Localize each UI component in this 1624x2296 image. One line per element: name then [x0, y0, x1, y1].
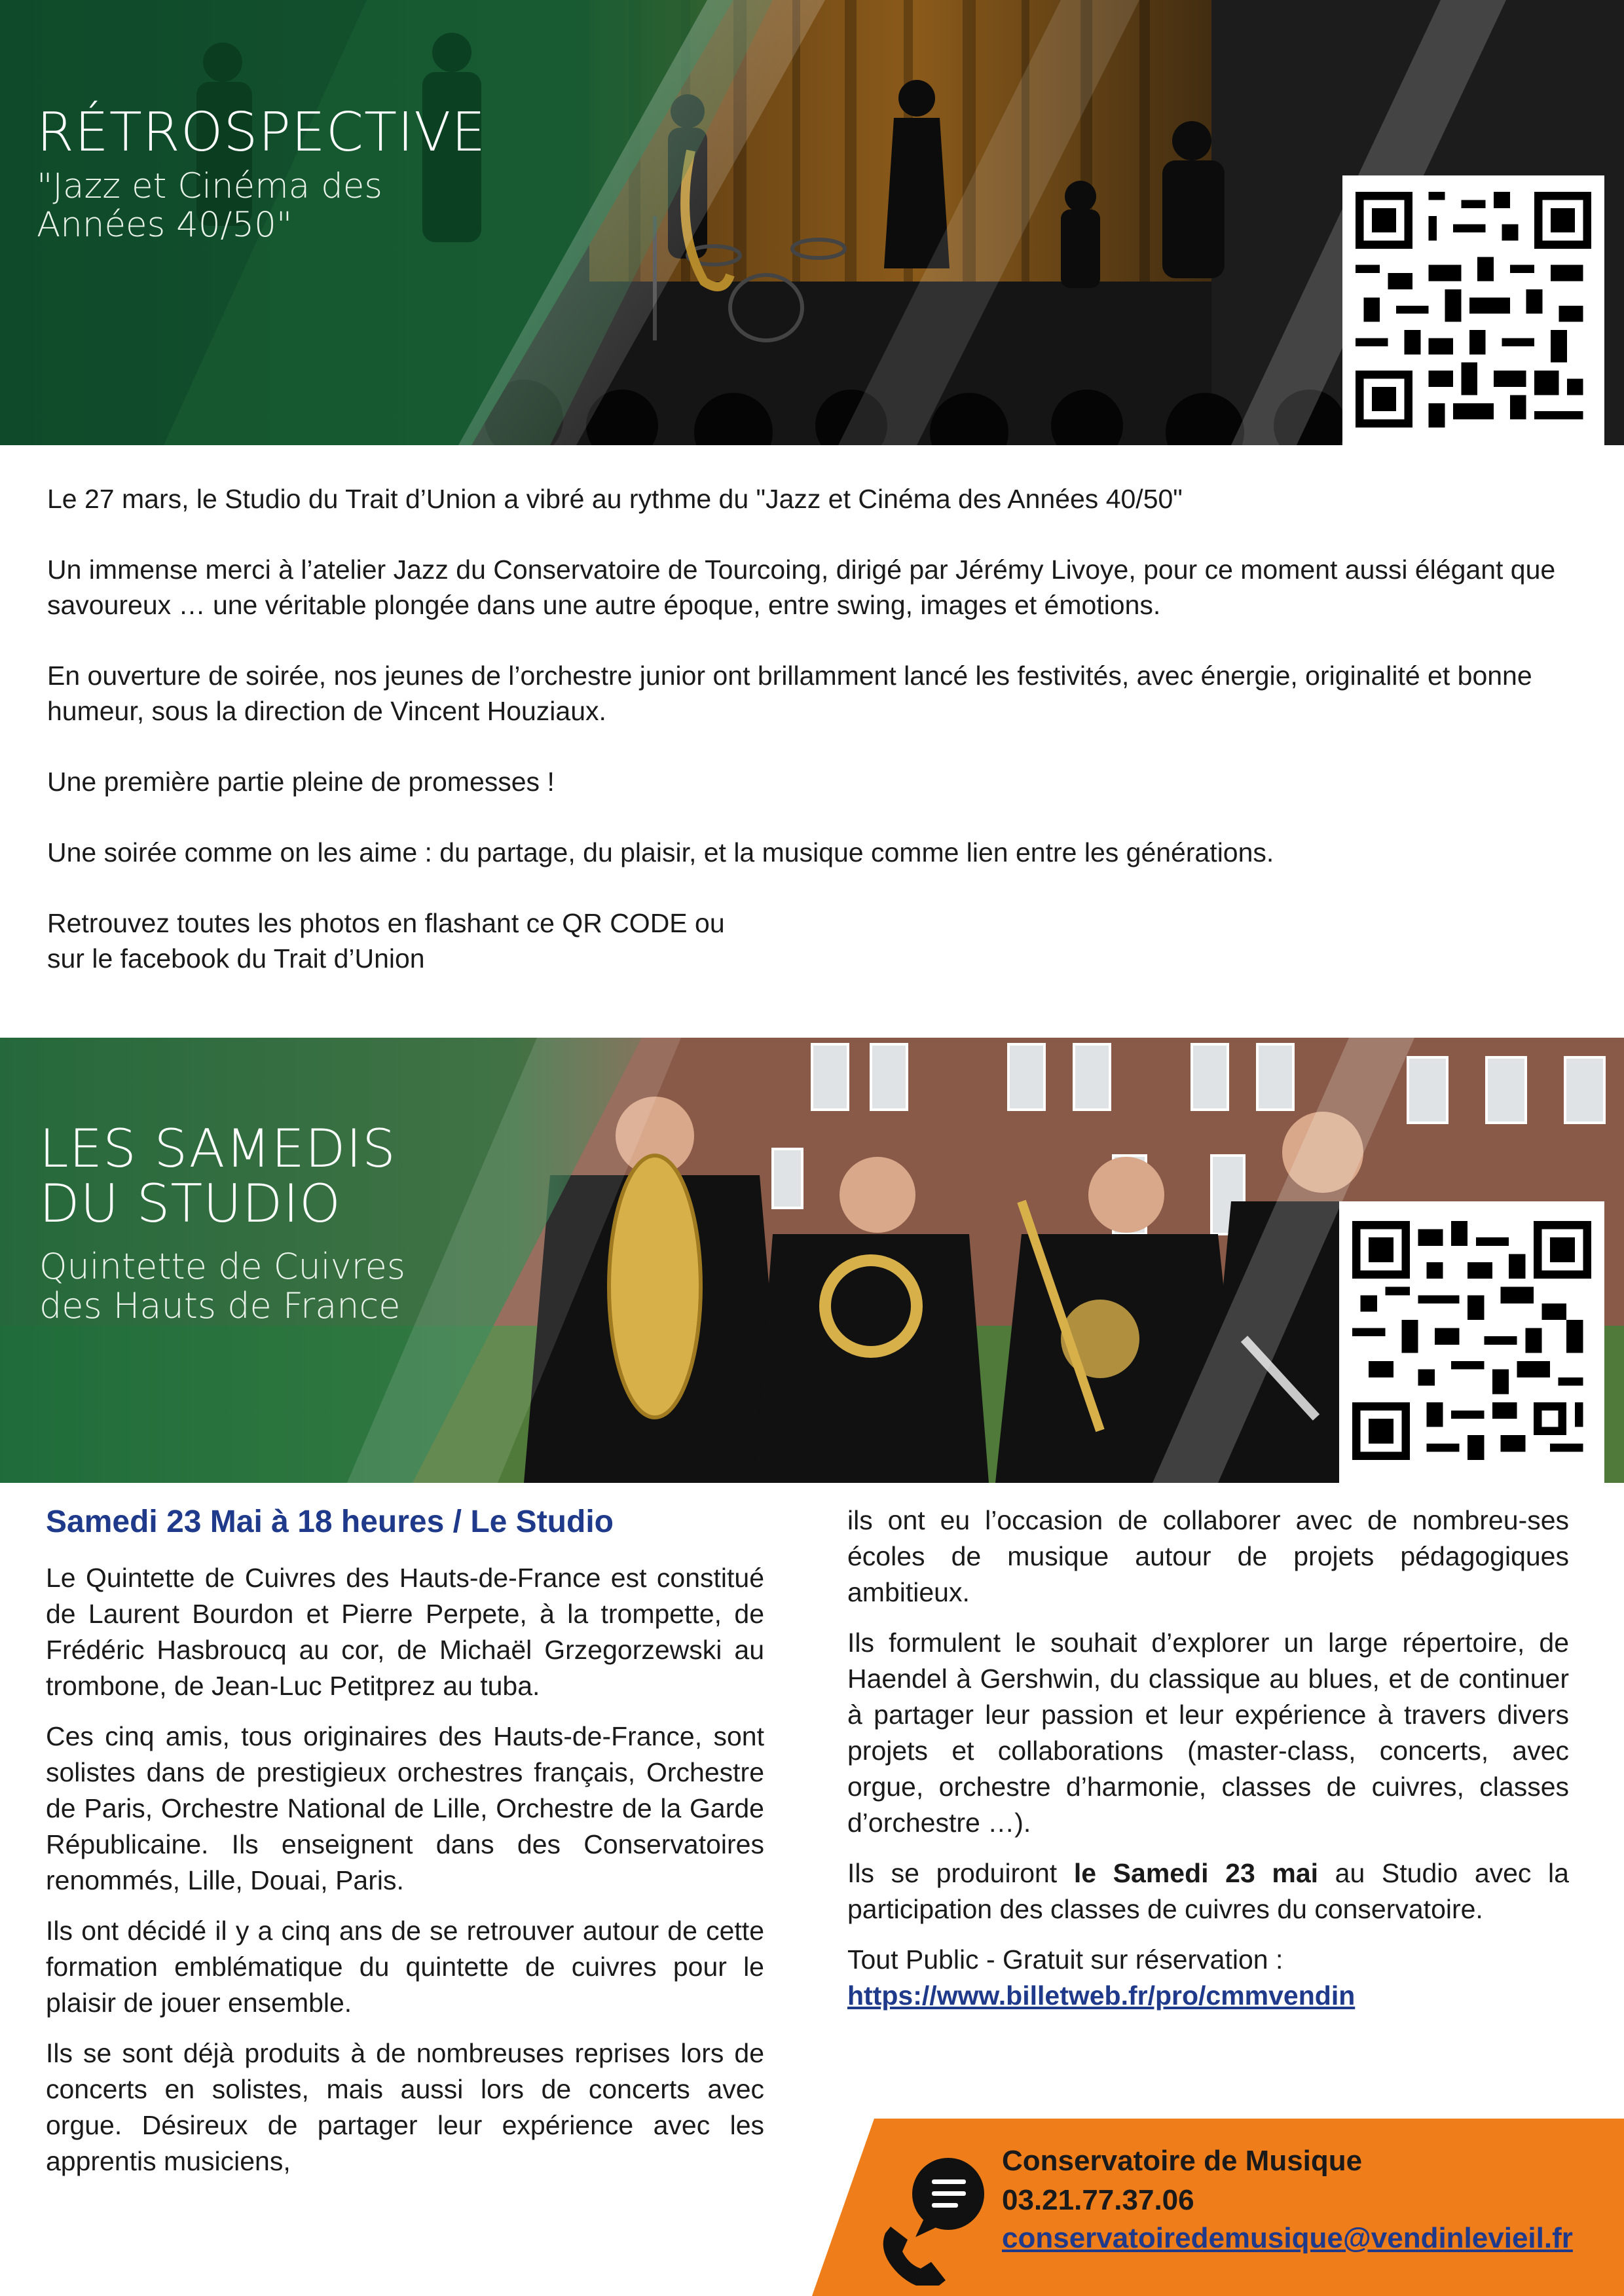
- booking-paragraph: [847, 1942, 1569, 2014]
- event-date-heading: Samedi 23 Mai à 18 heures / Le Studio: [46, 1504, 614, 1539]
- contact-phone[interactable]: 03.21.77.37.06: [1002, 2184, 1194, 2216]
- article-paragraph: Retrouvez toutes les photos en flashant ce QR CODE ou sur le facebook du Trait d’Union: [47, 908, 725, 974]
- phone-chat-icon: [864, 2148, 1002, 2286]
- article-paragraph: En ouverture de soirée, nos jeunes de l’orchestre junior ont brillamment lancé les festivités, avec énergie, originalité et bonne humeur, sous la direction de Vincent Houziaux.: [47, 661, 1532, 726]
- retrospective-banner: [0, 0, 1624, 445]
- article-paragraph: Le 27 mars, le Studio du Trait d’Union a vibré au rythme du "Jazz et Cinéma des Années 40/50": [47, 484, 1183, 514]
- contact-email-link[interactable]: conservatoiredemusique@vendinlevieil.fr: [1002, 2222, 1573, 2254]
- banner-title: LES SAMEDIS DU STUDIO: [39, 1118, 396, 1234]
- article-paragraph: Ils se sont déjà produits à de nombreuses reprises lors de concerts en solistes, mais aussi lors de concerts avec orgue. Désireux de partager leur expérience avec les apprentis musiciens,: [46, 2038, 764, 2176]
- article-paragraph: Ils ont décidé il y a cinq ans de se retrouver autour de cette formation emblématique du quintette de cuivres pour le plaisir de jouer ensemble.: [46, 1916, 764, 2018]
- article-paragraph: Une première partie pleine de promesses !: [47, 767, 555, 797]
- qr-code-icon[interactable]: [1342, 175, 1604, 445]
- article-paragraph: Le Quintette de Cuivres des Hauts-de-France est constitué de Laurent Bourdon et Pierre Perpete, à la trompette, de Frédéric Hasbroucq au cor, de Michaël Grzegorzewski au trombone, de Jean-Luc Petitprez au tuba.: [46, 1563, 764, 1701]
- performance-date: le Samedi 23 mai: [1073, 1858, 1319, 1888]
- booking-link[interactable]: https://www.billetweb.fr/pro/cmmvendin: [847, 1980, 1356, 2011]
- article-paragraph: Une soirée comme on les aime : du partage, du plaisir, et la musique comme lien entre les générations.: [47, 837, 1274, 867]
- qr-code-pattern: [1356, 189, 1591, 431]
- banner-subtitle: Quintette de Cuivres des Hauts de France: [39, 1246, 406, 1327]
- contact-name: Conservatoire de Musique: [1002, 2145, 1363, 2177]
- retrospective-article: [47, 481, 1593, 1011]
- performance-paragraph: [847, 1855, 1569, 1927]
- article-paragraph: Ils formulent le souhait d’explorer un large répertoire, de Haendel à Gershwin, du classique au blues, et de continuer à partager leur passion et leur expérience à travers divers projets et collaborations (master-class, concerts, avec orgue, orchestre d’harmonie, classes de cuivres, classes d’orchestre …).: [847, 1628, 1569, 1838]
- contact-box: [812, 2119, 1624, 2296]
- article-paragraph: ils ont eu l’occasion de collaborer avec de nombreu-ses écoles de musique autour de projets pédagogiques ambitieux.: [847, 1505, 1569, 1607]
- article-paragraph: Un immense merci à l’atelier Jazz du Conservatoire de Tourcoing, dirigé par Jérémy Livoye, pour ce moment aussi élégant que savoureux … une véritable plongée dans une autre époque, entre swing, images et émotions.: [47, 555, 1556, 620]
- banner-subtitle: "Jazz et Cinéma des Années 40/50": [37, 166, 382, 246]
- article-paragraph: Ces cinq amis, tous originaires des Hauts-de-France, sont solistes dans de prestigieux orchestres français, Orchestre de Paris, Orchestre National de Lille, Orchestre de la Garde Républicaine. Ils enseignent dans des Conservatoires renommés, Lille, Douai, Paris.: [46, 1721, 764, 1895]
- banner-title: RÉTROSPECTIVE: [37, 101, 487, 164]
- performance-text: au Studio avec la participation des classes de cuivres du conservatoire.: [847, 1858, 1569, 1924]
- performance-text: Ils se produiront: [847, 1858, 1074, 1888]
- qr-code-pattern: [1352, 1214, 1591, 1467]
- booking-text: Tout Public - Gratuit sur réservation :: [847, 1944, 1283, 1975]
- samedis-du-studio-banner: [0, 1038, 1624, 1483]
- article-left-column: [46, 1503, 764, 2194]
- article-right-column: [847, 1503, 1569, 2028]
- qr-code-icon[interactable]: [1339, 1201, 1604, 1483]
